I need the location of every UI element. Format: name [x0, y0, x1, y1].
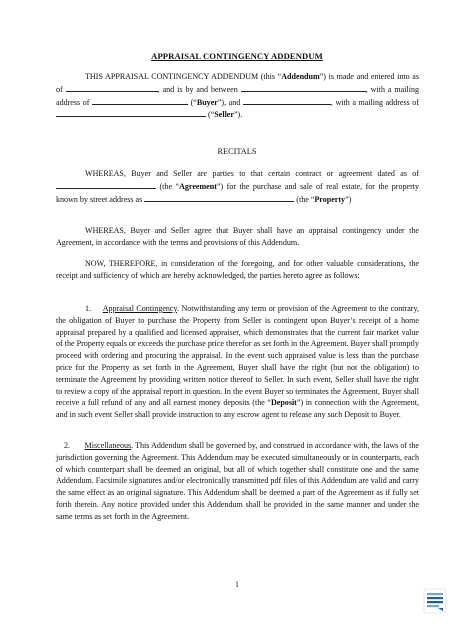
addendum-term: Addendum [281, 72, 320, 81]
section-2-heading: Miscellaneous [84, 441, 132, 450]
intro-text-9: ”). [233, 110, 243, 120]
agreement-term: Agreement [179, 181, 217, 191]
intro-paragraph [56, 71, 419, 121]
seller-term: Seller [214, 110, 234, 120]
recital-1-text-4: (the “ [296, 194, 315, 204]
recital-1 [56, 168, 419, 205]
intro-text-4: , with a mailing address of [56, 84, 419, 107]
intro-text-1: THIS APPRAISAL CONTINGENCY ADDENDUM (this “ [85, 72, 282, 81]
document-logo-icon [423, 588, 447, 614]
buyer-term: Buyer [196, 97, 218, 107]
recitals-heading: RECITALS [217, 147, 257, 156]
section-1 [56, 303, 419, 421]
intro-text-8: (“ [208, 110, 215, 120]
section-2-text: . This Addendum shall be governed by, and construed in accordance with, the laws of the jurisdiction governing the Agreement. This Addendum may be executed simultaneously or in counterparts, each of which counterpart shall be deemed an original, but all of which together shall constitute one and the same Addendum. Facsimile signatures and/or electronically transmitted pdf files of this Addendum are valid and carry the same effect as an original signature. This Addendum shall be deemed a part of the Agreement as if fully set forth therein. Any notice provided under this Addendum shall be provided in the same manner and under the same terms as set forth in the Agreement. [56, 441, 419, 521]
property-address-blank[interactable] [144, 193, 294, 202]
recital-1-text-2: (the “ [159, 181, 180, 191]
section-1-number: 1. [85, 304, 92, 313]
page-number: 1 [234, 579, 240, 589]
section-1-heading: Appraisal Contingency [102, 304, 178, 313]
intro-text-7: , with a mailing address of [330, 97, 420, 107]
buyer-name-blank[interactable] [241, 83, 366, 92]
recital-2: WHEREAS, Buyer and Seller agree that Buyer shall have an appraisal contingency under the Agreement, in accordance with the terms and provisions of this Addendum. [56, 226, 419, 247]
section-1-text-2: ”) in connection with the Agreement, and in such event Seller shall provide instruction to any escrow agent to release any such Deposit to Buyer. [56, 398, 419, 420]
section-2-number: 2. [64, 441, 71, 450]
seller-name-blank[interactable] [243, 96, 331, 105]
agreement-date-blank[interactable] [56, 180, 156, 189]
recital-1-text-3: ”) for the purchase and sale of real estate, for the property known by street address as [56, 181, 420, 204]
page-title: APPRAISAL CONTINGENCY ADDENDUM [151, 51, 323, 61]
seller-address-blank[interactable] [56, 108, 206, 117]
deposit-term: Deposit [270, 398, 297, 408]
section-2 [56, 440, 419, 523]
property-term: Property [314, 194, 346, 204]
section-1-text-1: . Notwithstanding any term or provision of the Agreement to the contrary, the obligation of Buyer to purchase the Property from Seller is contingent upon Buyer’s receipt of a home appraisal prepared by a qualified and licensed appraiser, which demonstrates that the current fair market value of the Property equals or exceeds the purchase price therefor as set forth in the Agreement. Buyer shall promptly proceed with ordering and procuring the appraisal. In the event such appraised value is less than the purchase price for the Property as set forth in the Agreement, Buyer shall have the right (but not the obligation) to terminate the Agreement by providing written notice thereof to Seller. In such event, Seller shall have the right to review a copy of the appraisal report in question. In the event Buyer so terminates the Agreement, Buyer shall receive a full refund of any and all earnest money deposits (the “ [56, 304, 419, 408]
intro-text-2: ”) is made and entered into as of [56, 72, 419, 94]
now-therefore-paragraph: NOW, THEREFORE, in consideration of the foregoing, and for other valuable considerations, the receipt and sufficiency of which are hereby acknowledged, the parties hereto agree as follows: [56, 259, 419, 280]
intro-text-6: ”), and [217, 97, 241, 107]
recital-1-text-5: ”) [345, 194, 352, 204]
recital-1-text-1: WHEREAS, Buyer and Seller are parties to that certain contract or agreement dated as of [85, 169, 419, 178]
date-blank[interactable] [66, 83, 158, 92]
intro-text-5: (“ [190, 97, 197, 107]
intro-text-3: , and is by and between [157, 84, 238, 94]
buyer-address-blank[interactable] [92, 96, 188, 105]
